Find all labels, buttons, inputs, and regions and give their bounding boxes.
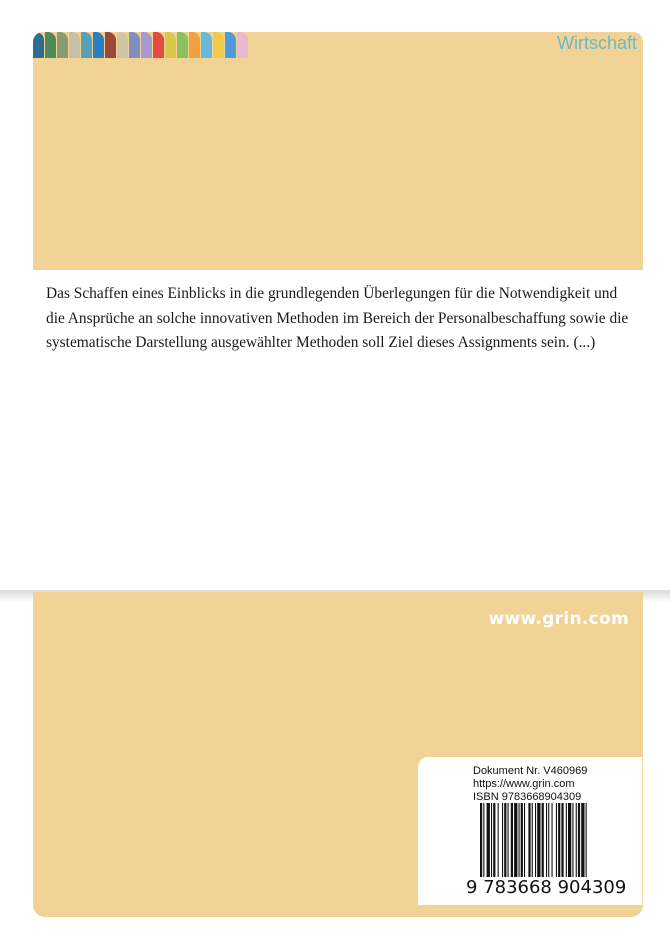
color-stripe	[117, 32, 128, 58]
document-info	[473, 765, 587, 804]
barcode-digits: 9 783668 904309	[466, 877, 627, 898]
abstract-text: Das Schaffen eines Einblicks in die grundlegenden Überlegungen für die Notwendigkeit und die Ansprüche an solche innovativen Methoden im Bereich der Personalbeschaffung sowie die systematische Darstellung ausgewählter Methoden soll Ziel dieses Assignments sein. (...)	[46, 285, 629, 351]
barcode-icon	[480, 803, 630, 877]
color-stripe	[129, 32, 140, 58]
color-stripe	[93, 32, 104, 58]
color-stripe	[141, 32, 152, 58]
cover-top-panel	[33, 32, 643, 270]
color-stripe	[225, 32, 236, 58]
color-stripe	[177, 32, 188, 58]
category-label: Wirtschaft	[556, 33, 637, 53]
color-stripe	[153, 32, 164, 58]
color-stripe	[69, 32, 80, 58]
color-stripe	[105, 32, 116, 58]
document-url[interactable]: https://www.grin.com	[473, 778, 575, 790]
color-stripe	[201, 32, 212, 58]
document-number: Dokument Nr. V460969	[473, 765, 588, 777]
color-stripes	[33, 32, 263, 58]
color-stripe	[81, 32, 92, 58]
color-stripe	[33, 32, 44, 58]
publisher-website[interactable]: www.grin.com	[488, 609, 629, 629]
color-stripe	[213, 32, 224, 58]
color-stripe	[237, 32, 248, 58]
isbn-label: ISBN 9783668904309	[473, 791, 582, 803]
color-stripe	[45, 32, 56, 58]
color-stripe	[189, 32, 200, 58]
color-stripe	[165, 32, 176, 58]
color-stripe	[57, 32, 68, 58]
